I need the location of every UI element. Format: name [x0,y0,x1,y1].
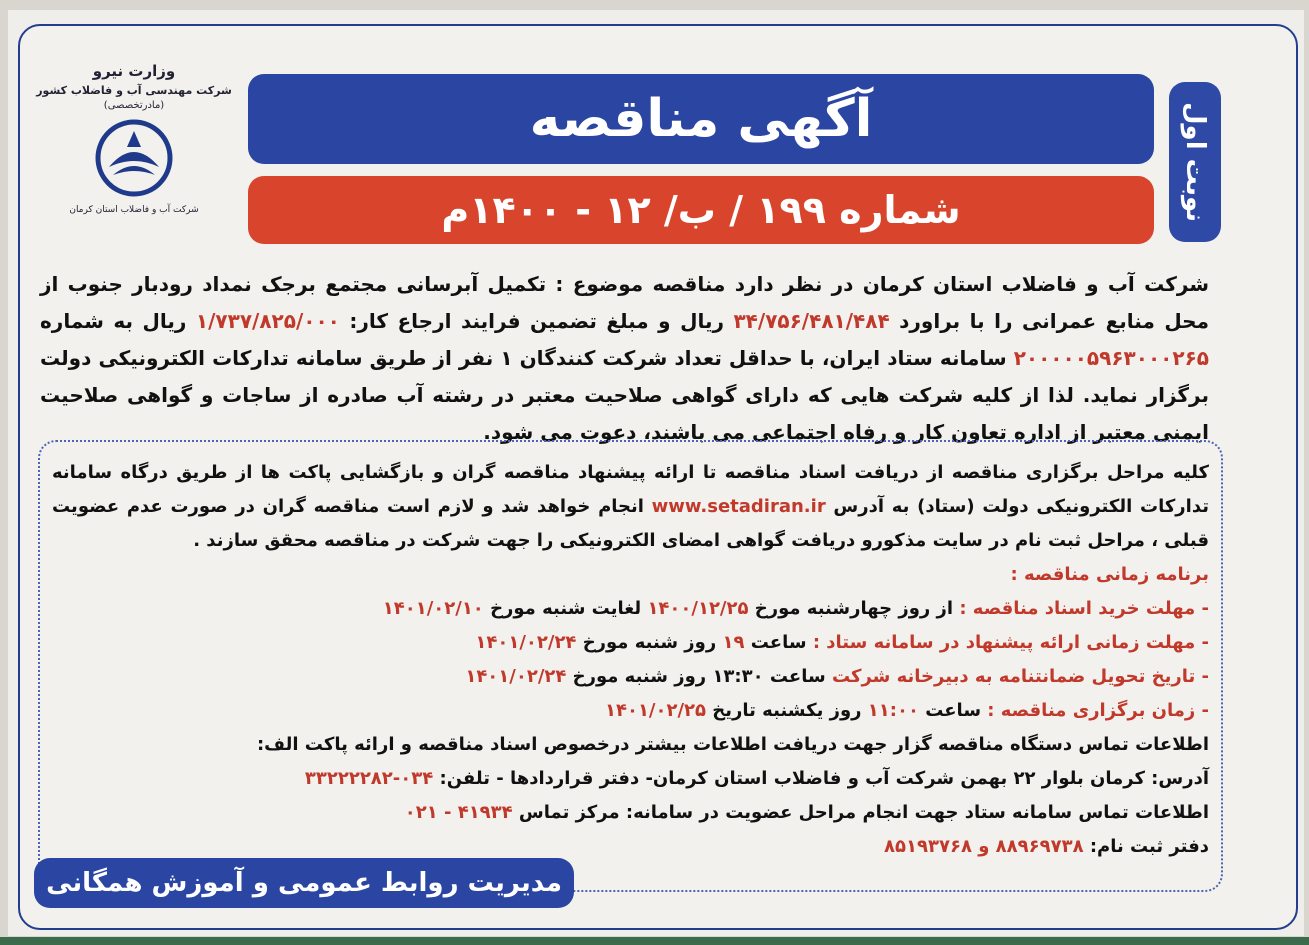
schedule-title: برنامه زمانی مناقصه : [1010,564,1209,585]
setad-contact: اطلاعات تماس سامانه ستاد جهت انجام مراحل عضویت در سامانه: مرکز تماس ۴۱۹۳۴ - ۰۲۱ [404,802,1209,823]
guarantee-amount: ۱/۷۳۷/۸۲۵/۰۰۰ [195,309,340,333]
contact-address: آدرس: کرمان بلوار ۲۲ بهمن شرکت آب و فاضلاب استان کرمان- دفتر قراردادها - تلفن: ۰۳۴-۳۳۲۲۲۲۸۲ [304,768,1209,789]
department-banner: مدیریت روابط عمومی و آموزش همگانی [34,858,574,908]
parent-company-name: شرکت مهندسی آب و فاضلاب کشور [36,84,232,97]
provincial-company-name: شرکت آب و فاضلاب استان کرمان [69,205,199,215]
organization-logo [34,62,234,242]
ministry-name: وزارت نیرو [92,62,176,80]
contact-heading: اطلاعات تماس دستگاه مناقصه گزار جهت دریافت اطلاعات بیشتر درخصوص اسناد مناقصه و ارائه پاکت الف: [256,734,1209,755]
details-content [52,456,1209,864]
setadiran-link[interactable]: www.setadiran.ir [651,496,826,517]
contact-phone: ۰۳۴-۳۳۲۲۲۲۸۲ [304,768,434,789]
water-drop-logo-icon [89,117,179,199]
tender-id: ۲۰۰۰۰۰۵۹۶۳۰۰۰۲۶۵ [1013,346,1209,370]
intro-paragraph: شرکت آب و فاضلاب استان کرمان در نظر دارد مناقصه موضوع : تکمیل آبرسانی مجتمع برجک نمداد رودبار جنوب از محل منابع عمرانی را با براورد ۳۴/۷۵۶/۴۸۱/۴۸۴ ریال و مبلغ تضمین فرایند ارجاع کار: ۱/۷۳۷/۸۲۵/۰۰۰ ریال به شماره ۲۰۰۰۰۰۵۹۶۳۰۰۰۲۶۵ سامانه ستاد ایران، با حداقل تعداد شرکت کنندگان ۱ نفر از طریق سامانه تدارکات الکترونیکی دولت برگزار نماید. لذا از کلیه شرکت هایی که دارای گواهی صلاحیت معتبر در رشته آب صادره از ساجات و گواهی صلاحیت ایمنی معتبر از اداره تعاون کار و رفاه اجتماعی می باشند، دعوت می شود. [40,272,1209,444]
tender-number-banner: شماره ۱۹۹ / ب/ ۱۲ - ۱۴۰۰م [248,176,1154,244]
setad-center-phone: ۴۱۹۳۴ - ۰۲۱ [404,802,513,823]
schedule-item: - مهلت زمانی ارائه پیشنهاد در سامانه ستاد : ساعت ۱۹ روز شنبه مورخ ۱۴۰۱/۰۲/۲۴ [475,632,1209,653]
company-type: (مادرتخصصی) [103,100,165,111]
procedure-paragraph: کلیه مراحل برگزاری مناقصه از دریافت اسناد مناقصه تا ارائه پیشنهاد مناقصه گران و بازگشایی پاکت ها از طریق درگاه سامانه تدارکات الکترونیکی دولت (ستاد) به آدرس www.setadiran.ir انجام خواهد شد و لازم است مناقصه گران در صورت عدم عضویت قبلی ، مراحل ثبت نام در سایت مذکورو دریافت گواهی امضای الکترونیکی را جهت شرکت در مناقصه محقق سازند . [52,462,1209,551]
registration-phones: ۸۸۹۶۹۷۳۸ و ۸۵۱۹۳۷۶۸ [884,836,1084,857]
schedule-item: - مهلت خرید اسناد مناقصه : از روز چهارشنبه مورخ ۱۴۰۰/۱۲/۲۵ لغایت شنبه مورخ ۱۴۰۱/۰۲/۱۰ [382,598,1209,619]
ad-title: آگهی مناقصه [248,74,1154,164]
first-round-badge: نوبت اول [1169,82,1221,242]
schedule-item: - تاریخ تحویل ضمانتنامه به دبیرخانه شرکت ساعت ۱۳:۳۰ روز شنبه مورخ ۱۴۰۱/۰۲/۲۴ [465,666,1209,687]
estimate-amount: ۳۴/۷۵۶/۴۸۱/۴۸۴ [733,309,890,333]
registration-office: دفتر ثبت نام: ۸۸۹۶۹۷۳۸ و ۸۵۱۹۳۷۶۸ [884,836,1209,857]
bottom-strip [0,937,1309,945]
schedule-item: - زمان برگزاری مناقصه : ساعت ۱۱:۰۰ روز یکشنبه تاریخ ۱۴۰۱/۰۲/۲۵ [604,700,1209,721]
